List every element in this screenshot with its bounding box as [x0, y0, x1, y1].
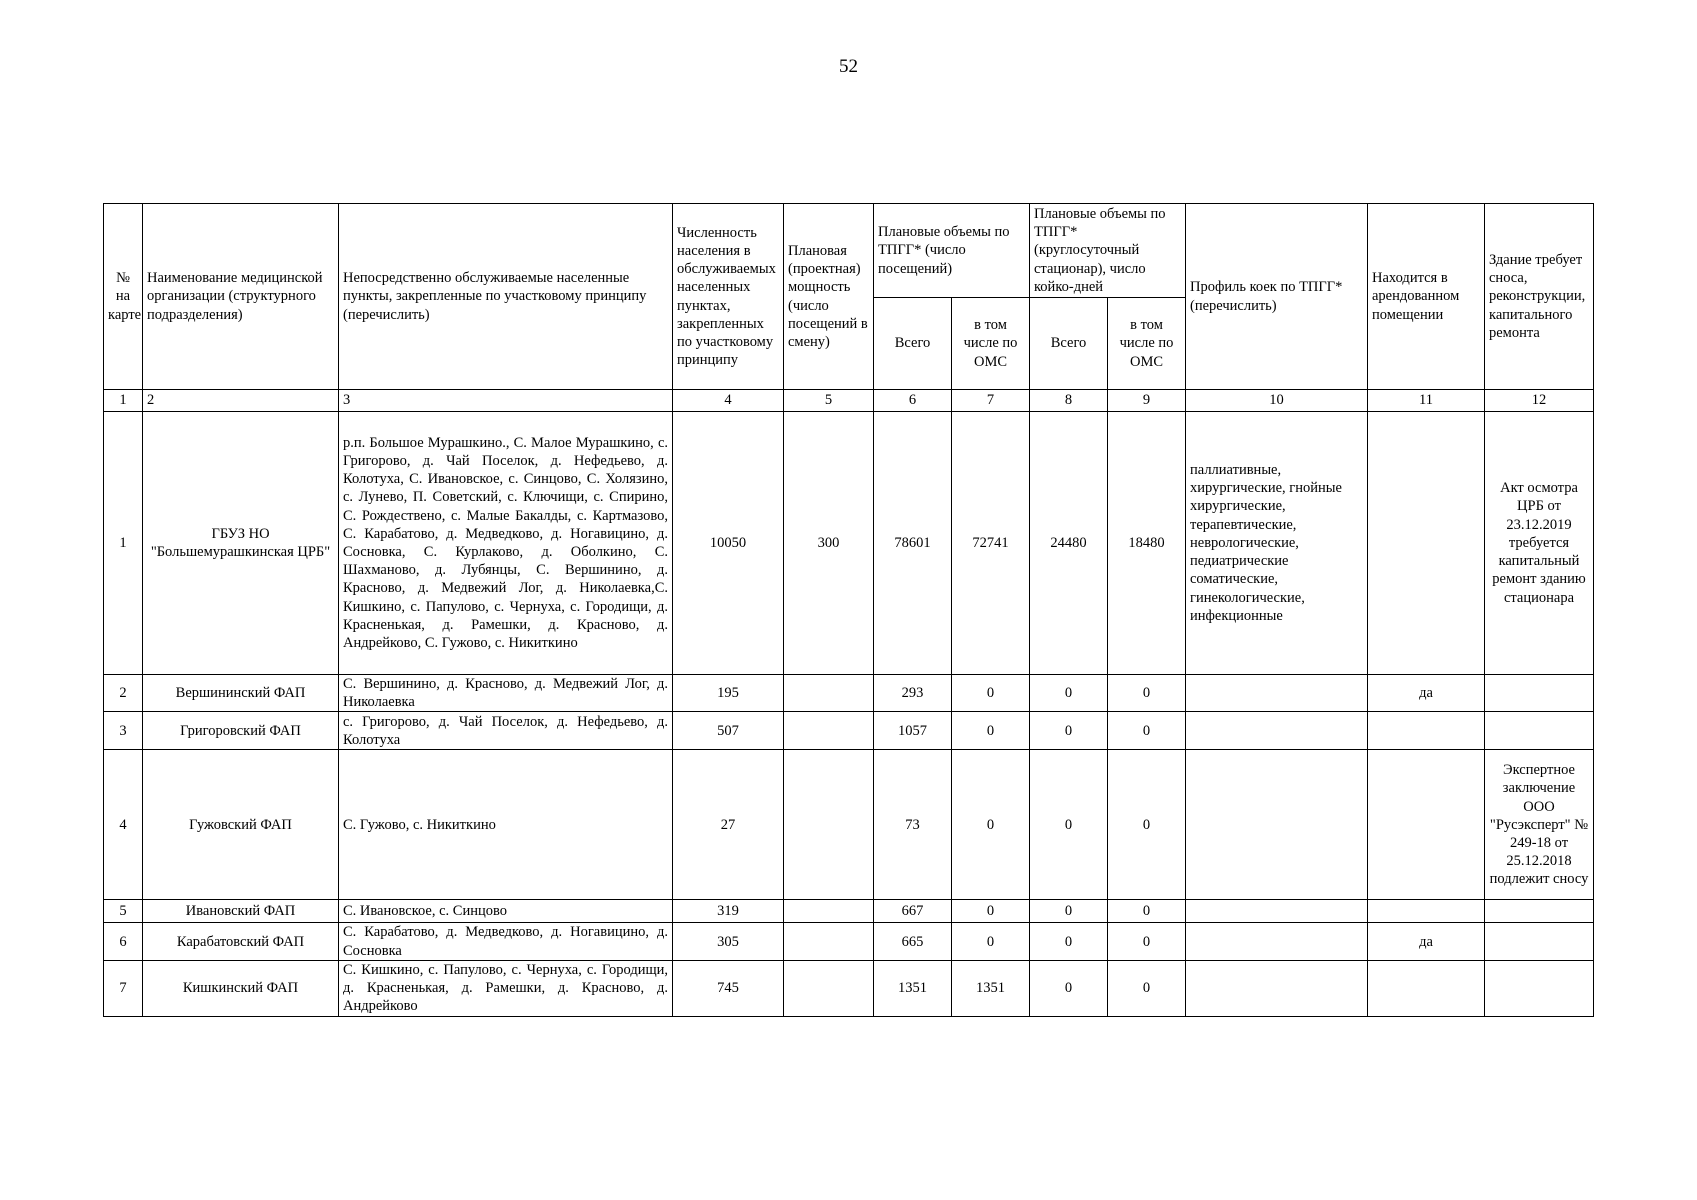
column-number: 12 — [1485, 390, 1594, 412]
organization-name: ГБУЗ НО "Большемурашкинская ЦРБ" — [143, 412, 339, 675]
building-status — [1485, 675, 1594, 712]
settlements: С. Кишкино, с. Папулово, с. Чернуха, с. Городищи, д. Красненькая, д. Рамешки, д. Красново, д. Андрейково — [339, 960, 673, 1016]
settlements: С. Карабатово, д. Медведково, д. Ногавицино, д. Сосновка — [339, 923, 673, 960]
header-visits-group: Плановые объемы по ТПГГ* (число посещений) — [874, 204, 1030, 298]
visits-total: 293 — [874, 675, 952, 712]
facilities-table — [103, 203, 1594, 1017]
table-row — [104, 923, 1594, 960]
rented — [1368, 712, 1485, 750]
column-number: 5 — [784, 390, 874, 412]
building-status — [1485, 900, 1594, 923]
capacity — [784, 712, 874, 750]
header-capacity: Плановая (проектная) мощность (число посещений в смену) — [784, 204, 874, 390]
header-beds-oms: в том числе по ОМС — [1108, 298, 1186, 390]
population: 507 — [673, 712, 784, 750]
visits-oms: 0 — [952, 675, 1030, 712]
organization-name: Ивановский ФАП — [143, 900, 339, 923]
rented — [1368, 750, 1485, 900]
column-number: 7 — [952, 390, 1030, 412]
header-settlements: Непосредственно обслуживаемые населенные пункты, закрепленные по участковому принципу (перечислить) — [339, 204, 673, 390]
bed-profile: паллиативные, хирургические, гнойные хирургические, терапевтические, неврологические, педиатрические соматические, гинекологические, инфекционные — [1186, 412, 1368, 675]
building-status — [1485, 960, 1594, 1016]
beds-oms: 0 — [1108, 675, 1186, 712]
column-number: 2 — [143, 390, 339, 412]
rented: да — [1368, 923, 1485, 960]
beds-total: 0 — [1030, 923, 1108, 960]
header-visits-oms: в том числе по ОМС — [952, 298, 1030, 390]
rented: да — [1368, 675, 1485, 712]
visits-total: 1057 — [874, 712, 952, 750]
row-number: 1 — [104, 412, 143, 675]
bed-profile — [1186, 675, 1368, 712]
visits-oms: 0 — [952, 750, 1030, 900]
rented — [1368, 960, 1485, 1016]
settlements: р.п. Большое Мурашкино., С. Малое Мурашкино, с. Григорово, д. Чай Поселок, д. Нефедьево, д. Колотуха, С. Ивановское, с. Синцово, С. Холязино, с. Лунево, П. Советский, с. Ключищи, с. Спирино, С. Рождествено, с. Малые Бакалды, с. Картмазово, С. Карабатово, д. Медведково, д. Ногавицино, д. Сосновка, С. Курлаково, д. Оболкино, С. Шахманово, д. Лубянцы, С. Вершинино, д. Красново, д. Медвежий Лог, д. Николаевка,С. Кишкино, с. Папулово, с. Чернуха, с. Городищи, д. Красненькая, д. Рамешки, д. Красново, д. Андрейково, С. Гужово, с. Никиткино — [339, 412, 673, 675]
table-row — [104, 675, 1594, 712]
column-number: 11 — [1368, 390, 1485, 412]
building-status — [1485, 923, 1594, 960]
beds-oms: 0 — [1108, 923, 1186, 960]
header-population: Численность населения в обслуживаемых населенных пунктах, закрепленных по участковому принципу — [673, 204, 784, 390]
table-row — [104, 712, 1594, 750]
settlements: с. Григорово, д. Чай Поселок, д. Нефедьево, д. Колотуха — [339, 712, 673, 750]
visits-total: 1351 — [874, 960, 952, 1016]
header-map-number: № на карте — [104, 204, 143, 390]
visits-total: 73 — [874, 750, 952, 900]
header-beds-total: Всего — [1030, 298, 1108, 390]
visits-oms: 1351 — [952, 960, 1030, 1016]
column-number: 1 — [104, 390, 143, 412]
bed-profile — [1186, 750, 1368, 900]
visits-total: 665 — [874, 923, 952, 960]
building-status: Экспертное заключение ООО "Русэксперт" № 249-18 от 25.12.2018 подлежит сносу — [1485, 750, 1594, 900]
visits-total: 667 — [874, 900, 952, 923]
building-status: Акт осмотра ЦРБ от 23.12.2019 требуется капитальный ремонт зданию стационара — [1485, 412, 1594, 675]
beds-total: 0 — [1030, 900, 1108, 923]
settlements: С. Вершинино, д. Красново, д. Медвежий Лог, д. Николаевка — [339, 675, 673, 712]
capacity — [784, 960, 874, 1016]
table-row — [104, 750, 1594, 900]
bed-profile — [1186, 712, 1368, 750]
building-status — [1485, 712, 1594, 750]
beds-total: 24480 — [1030, 412, 1108, 675]
beds-total: 0 — [1030, 750, 1108, 900]
table-row — [104, 412, 1594, 675]
bed-profile — [1186, 960, 1368, 1016]
organization-name: Григоровский ФАП — [143, 712, 339, 750]
capacity — [784, 750, 874, 900]
rented — [1368, 900, 1485, 923]
population: 27 — [673, 750, 784, 900]
header-building: Здание требует сноса, реконструкции, капитального ремонта — [1485, 204, 1594, 390]
page-number: 52 — [839, 56, 858, 77]
beds-oms: 0 — [1108, 750, 1186, 900]
beds-total: 0 — [1030, 712, 1108, 750]
population: 10050 — [673, 412, 784, 675]
column-number: 10 — [1186, 390, 1368, 412]
capacity — [784, 900, 874, 923]
visits-oms: 0 — [952, 900, 1030, 923]
beds-total: 0 — [1030, 675, 1108, 712]
visits-oms: 0 — [952, 712, 1030, 750]
visits-total: 78601 — [874, 412, 952, 675]
capacity: 300 — [784, 412, 874, 675]
population: 319 — [673, 900, 784, 923]
header-beds-group: Плановые объемы по ТПГГ* (круглосуточный стационар), число койко-дней — [1030, 204, 1186, 298]
settlements: С. Гужово, с. Никиткино — [339, 750, 673, 900]
organization-name: Гужовский ФАП — [143, 750, 339, 900]
table-row — [104, 960, 1594, 1016]
column-number: 9 — [1108, 390, 1186, 412]
capacity — [784, 923, 874, 960]
population: 305 — [673, 923, 784, 960]
population: 745 — [673, 960, 784, 1016]
row-number: 7 — [104, 960, 143, 1016]
settlements: С. Ивановское, с. Синцово — [339, 900, 673, 923]
rented — [1368, 412, 1485, 675]
column-number: 3 — [339, 390, 673, 412]
visits-oms: 0 — [952, 923, 1030, 960]
row-number: 5 — [104, 900, 143, 923]
row-number: 2 — [104, 675, 143, 712]
header-bed-profile: Профиль коек по ТПГГ* (перечислить) — [1186, 204, 1368, 390]
population: 195 — [673, 675, 784, 712]
header-visits-total: Всего — [874, 298, 952, 390]
beds-oms: 18480 — [1108, 412, 1186, 675]
row-number: 3 — [104, 712, 143, 750]
organization-name: Карабатовский ФАП — [143, 923, 339, 960]
column-number: 6 — [874, 390, 952, 412]
visits-oms: 72741 — [952, 412, 1030, 675]
bed-profile — [1186, 900, 1368, 923]
beds-oms: 0 — [1108, 900, 1186, 923]
header-row — [104, 204, 1594, 298]
column-number: 8 — [1030, 390, 1108, 412]
header-organization: Наименование медицинской организации (структурного подразделения) — [143, 204, 339, 390]
beds-oms: 0 — [1108, 960, 1186, 1016]
capacity — [784, 675, 874, 712]
beds-oms: 0 — [1108, 712, 1186, 750]
bed-profile — [1186, 923, 1368, 960]
column-number: 4 — [673, 390, 784, 412]
column-number-row — [104, 390, 1594, 412]
beds-total: 0 — [1030, 960, 1108, 1016]
row-number: 6 — [104, 923, 143, 960]
row-number: 4 — [104, 750, 143, 900]
table-row — [104, 900, 1594, 923]
organization-name: Вершининский ФАП — [143, 675, 339, 712]
organization-name: Кишкинский ФАП — [143, 960, 339, 1016]
header-rented: Находится в арендованном помещении — [1368, 204, 1485, 390]
